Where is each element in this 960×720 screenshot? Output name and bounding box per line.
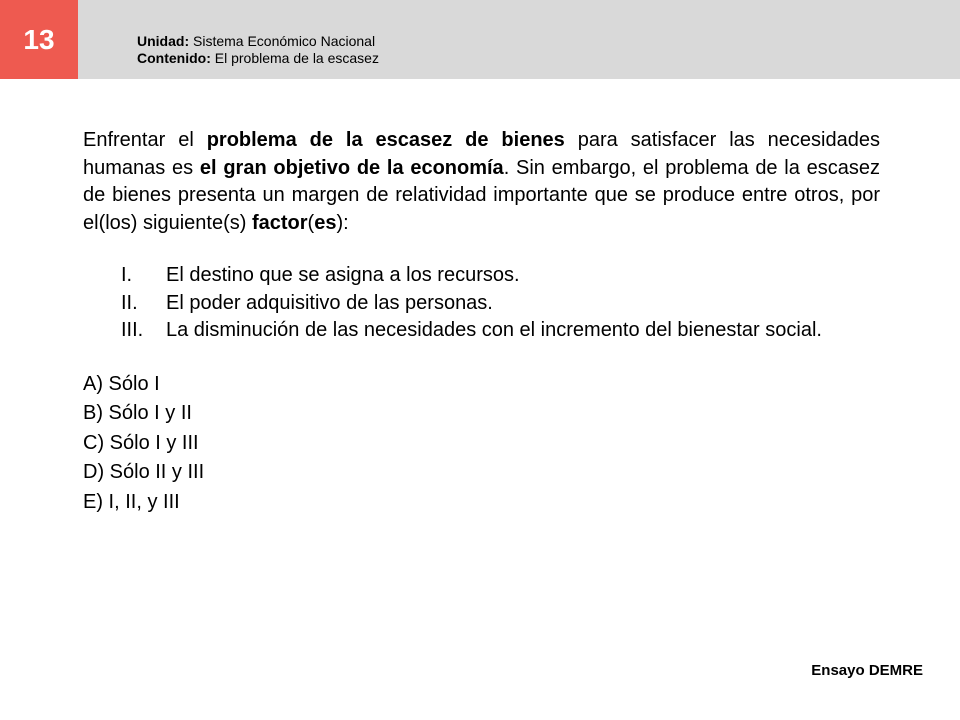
header-meta [137,33,379,67]
stem-bold-1: problema de la escasez de bienes [206,129,565,151]
stem-bold-3: factor [251,211,308,234]
contenido-line [137,50,379,67]
statement-text: El poder adquisitivo de las personas. [166,291,493,314]
question-number-badge: 13 [0,0,78,79]
statement-item [121,262,880,290]
unidad-value: Sistema Económico Nacional [193,33,376,49]
stem-text-1: Enfrentar el [83,129,207,151]
statement-list [83,262,880,345]
option-e[interactable]: E) I, II, y III [83,490,180,513]
statement-number: I. [121,264,133,286]
unidad-label: Unidad: [137,33,190,49]
statement-item [121,317,880,345]
option-a[interactable]: A) Sólo I [83,372,160,395]
statement-text: La disminución de las necesidades con el incremento del bienestar social. [166,319,822,341]
stem-text-2: para satisfacer las necesidades humanas es [83,129,880,179]
contenido-value: El problema de la escasez [214,50,379,66]
answer-options [83,370,880,518]
stem-bold-4: es [314,211,337,234]
question-content [83,127,880,517]
statement-text: El destino que se asigna a los recursos. [166,264,520,286]
contenido-label: Contenido: [137,50,211,66]
stem-text-4: ( [307,211,315,234]
stem-bold-2: el gran objetivo de la economía [199,156,504,179]
statement-item [121,290,880,318]
statement-number: II. [121,291,138,314]
question-stem [83,127,880,237]
option-c[interactable]: C) Sólo I y III [83,431,199,454]
option-d[interactable]: D) Sólo II y III [83,461,205,483]
stem-text-3: . Sin embargo, el problema de la escasez de bienes presenta un margen de relatividad importante que se produce entre otros, por el(los) siguiente(s) [83,156,880,234]
statement-number: III. [121,319,144,341]
footer-label: Ensayo DEMRE [811,662,923,679]
unidad-line [137,33,379,50]
stem-text-5: ): [336,211,349,234]
option-b[interactable]: B) Sólo I y II [83,402,192,424]
